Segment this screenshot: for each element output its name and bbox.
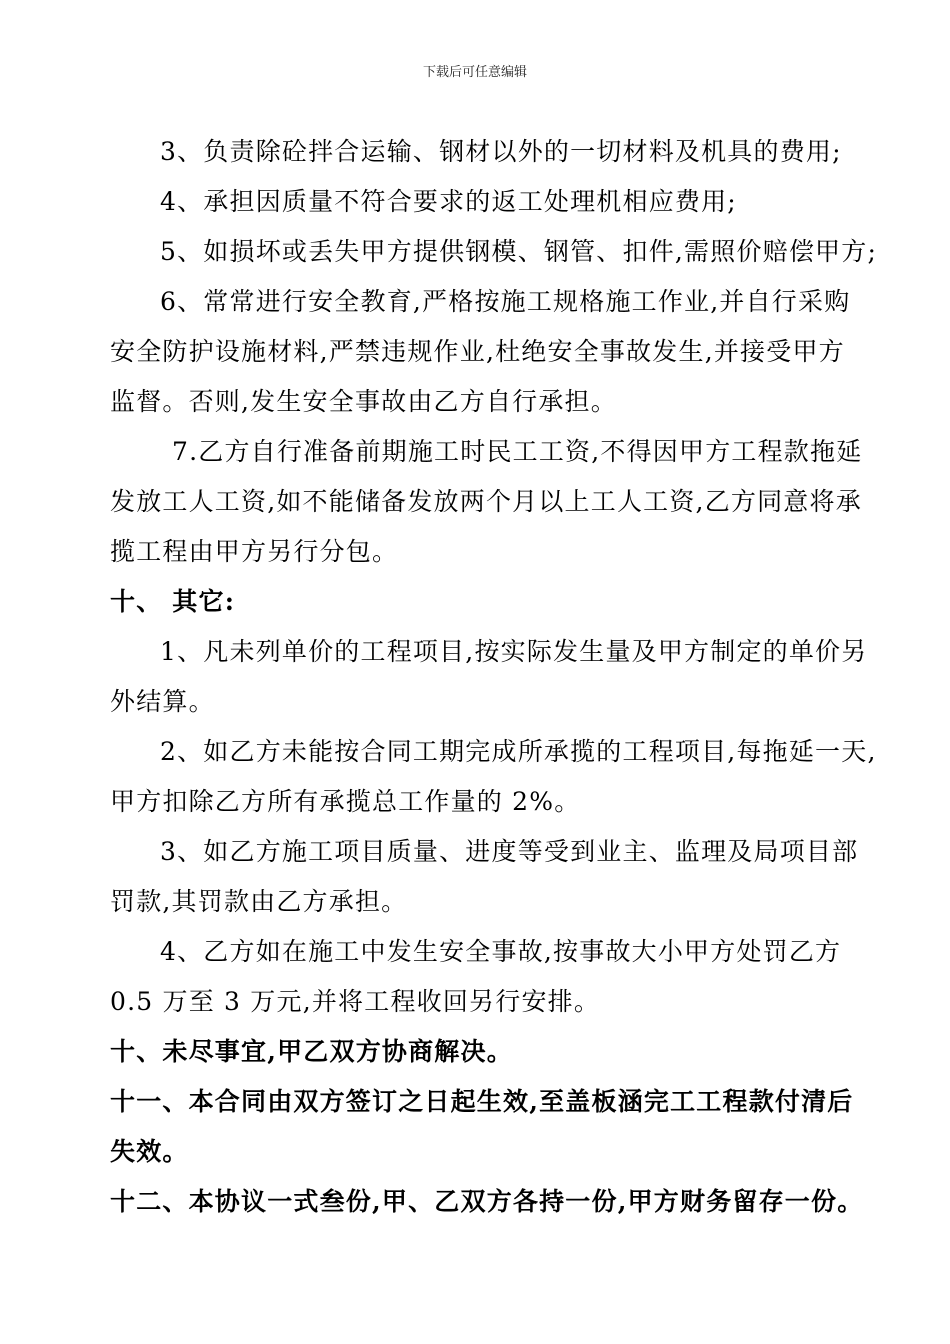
page-header: 下载后可任意编辑 <box>422 65 527 80</box>
clause-item-6-line-2: 安全防护设施材料,严禁违规作业,杜绝安全事故发生,并接受甲方 <box>110 337 845 366</box>
other-item-1-line-2: 外结算。 <box>110 687 215 716</box>
clause-item-7-line-3: 揽工程由甲方另行分包。 <box>110 537 399 566</box>
section-11-line-2: 失效。 <box>110 1137 189 1166</box>
clause-item-7-line-2: 发放工人工资,如不能储备发放两个月以上工人工资,乙方同意将承 <box>110 487 862 516</box>
section-12: 十二、本协议一式叁份,甲、乙双方各持一份,甲方财务留存一份。 <box>110 1187 864 1216</box>
other-item-4-line-1: 4、乙方如在施工中发生安全事故,按事故大小甲方处罚乙方 <box>160 937 842 966</box>
clause-item-4: 4、承担因质量不符合要求的返工处理机相应费用; <box>160 187 737 216</box>
other-item-3-line-1: 3、如乙方施工项目质量、进度等受到业主、监理及局项目部 <box>160 837 859 866</box>
section-11-line-1: 十一、本合同由双方签订之日起生效,至盖板涵完工工程款付清后 <box>110 1087 854 1116</box>
clause-item-3: 3、负责除砼拌合运输、钢材以外的一切材料及机具的费用; <box>160 137 842 166</box>
section-unresolved-matters: 十、未尽事宜,甲乙双方协商解决。 <box>110 1037 513 1066</box>
other-item-2-line-2: 甲方扣除乙方所有承揽总工作量的 2%。 <box>110 787 581 816</box>
clause-item-6-line-1: 6、常常进行安全教育,严格按施工规格施工作业,并自行采购 <box>160 287 851 316</box>
clause-item-7-line-1: 7.乙方自行准备前期施工时民工工资,不得因甲方工程款拖延 <box>172 437 863 466</box>
clause-item-6-line-3: 监督。否则,发生安全事故由乙方自行承担。 <box>110 387 617 416</box>
other-item-1-line-1: 1、凡未列单价的工程项目,按实际发生量及甲方制定的单价另 <box>160 637 868 666</box>
clause-item-5: 5、如损坏或丢失甲方提供钢模、钢管、扣件,需照价赔偿甲方; <box>160 237 878 266</box>
section-heading-other: 十、 其它: <box>110 587 236 616</box>
other-item-4-line-2: 0.5 万至 3 万元,并将工程收回另行安排。 <box>110 987 601 1016</box>
other-item-3-line-2: 罚款,其罚款由乙方承担。 <box>110 887 408 916</box>
other-item-2-line-1: 2、如乙方未能按合同工期完成所承揽的工程项目,每拖延一天, <box>160 737 877 766</box>
